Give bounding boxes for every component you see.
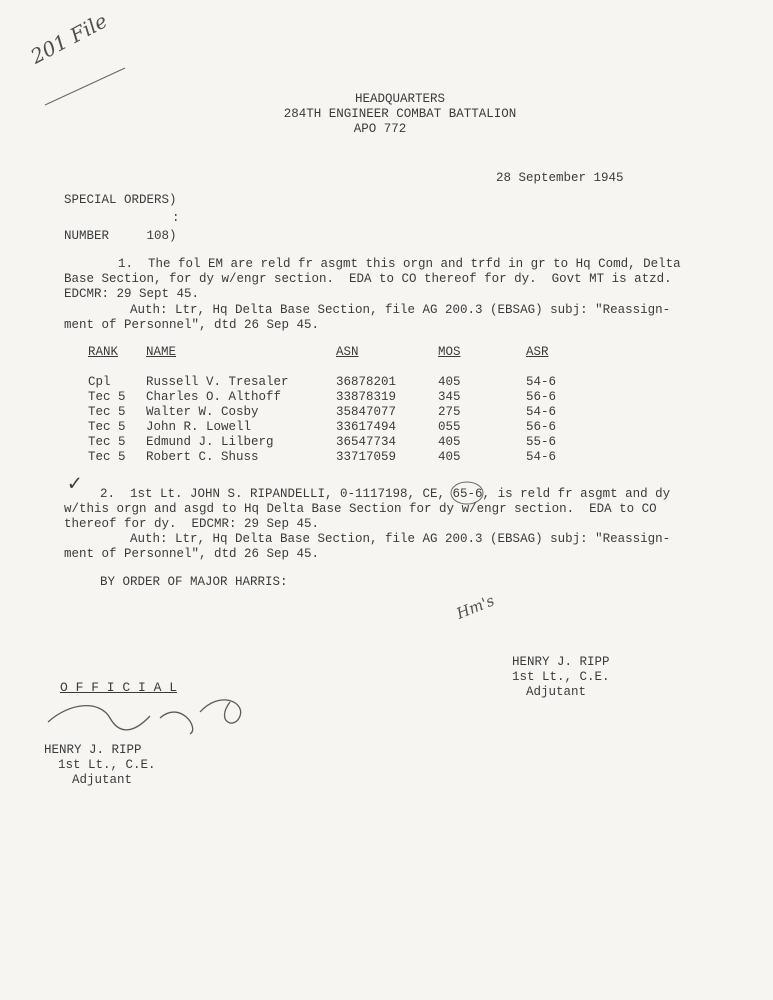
roster-cell: Tec 5 <box>88 390 126 404</box>
roster-cell: 55-6 <box>526 435 557 449</box>
roster-cell: 56-6 <box>526 390 557 404</box>
personnel-roster <box>88 345 586 465</box>
roster-cell: Edmund J. Lilberg <box>146 435 274 449</box>
roster-cell: 055 <box>438 420 461 434</box>
special-orders-number: NUMBER 108) <box>64 229 177 243</box>
roster-cell: 56-6 <box>526 420 557 434</box>
roster-cell: Russell V. Tresaler <box>146 375 289 389</box>
para1-line2: Base Section, for dy w/engr section. EDA to CO thereof for dy. Govt MT is atzd. <box>64 272 672 286</box>
roster-cell: Cpl <box>88 375 111 389</box>
roster-cell: 54-6 <box>526 375 557 389</box>
roster-header-mos: MOS <box>438 345 461 359</box>
roster-cell: 33717059 <box>336 450 397 464</box>
para2-auth-line1: Auth: Ltr, Hq Delta Base Section, file AG 200.3 (EBSAG) subj: "Reassign- <box>130 532 671 546</box>
official-title: Adjutant <box>72 773 133 787</box>
roster-cell: Tec 5 <box>88 435 126 449</box>
roster-cell: Tec 5 <box>88 450 126 464</box>
roster-row <box>88 405 586 420</box>
roster-cell: Tec 5 <box>88 405 126 419</box>
roster-header-name: NAME <box>146 345 177 359</box>
official-name: HENRY J. RIPP <box>44 743 142 757</box>
roster-cell: Tec 5 <box>88 420 126 434</box>
file-annotation-underline <box>40 60 130 110</box>
by-order-line: BY ORDER OF MAJOR HARRIS: <box>100 575 288 589</box>
roster-header-row <box>88 345 586 375</box>
signature-right-title: Adjutant <box>526 685 587 699</box>
para2-line1: 2. 1st Lt. JOHN S. RIPANDELLI, 0-1117198, CE, 65-6, is reld fr asgmt and dy <box>100 487 671 501</box>
signature-right-rank: 1st Lt., C.E. <box>512 670 610 684</box>
roster-cell: John R. Lowell <box>146 420 252 434</box>
roster-header-rank: RANK <box>88 345 119 359</box>
roster-cell: 275 <box>438 405 461 419</box>
file-annotation: 201 File <box>26 8 112 69</box>
header-line-1: HEADQUARTERS <box>354 92 445 106</box>
para1-auth-line1: Auth: Ltr, Hq Delta Base Section, file AG 200.3 (EBSAG) subj: "Reassign- <box>130 303 671 317</box>
roster-cell: 33617494 <box>336 420 397 434</box>
roster-cell: Walter W. Cosby <box>146 405 259 419</box>
roster-header-asr: ASR <box>526 345 549 359</box>
para2-auth-line2: ment of Personnel", dtd 26 Sep 45. <box>64 547 320 561</box>
handwritten-signature <box>40 682 260 746</box>
roster-row <box>88 450 586 465</box>
special-orders-colon: : <box>172 211 180 225</box>
para1-line3: EDCMR: 29 Sept 45. <box>64 287 200 301</box>
roster-cell: 36547734 <box>336 435 397 449</box>
official-label: O F F I C I A L <box>60 680 178 695</box>
handwritten-initials: Hm's <box>453 591 497 623</box>
para1-line1: 1. The fol EM are reld fr asgmt this orgn and trfd in gr to Hq Comd, Delta <box>118 257 681 271</box>
para2-line2: w/this orgn and asgd to Hq Delta Base Section for dy w/engr section. EDA to CO <box>64 502 657 516</box>
order-date: 28 September 1945 <box>496 171 624 185</box>
roster-cell: Charles O. Althoff <box>146 390 282 404</box>
signature-right-name: HENRY J. RIPP <box>512 655 610 669</box>
official-rank: 1st Lt., C.E. <box>58 758 156 772</box>
roster-header-asn: ASN <box>336 345 359 359</box>
roster-cell: 36878201 <box>336 375 397 389</box>
special-orders-label: SPECIAL ORDERS) <box>64 193 177 207</box>
roster-cell: 54-6 <box>526 450 557 464</box>
roster-row <box>88 375 586 390</box>
roster-cell: 54-6 <box>526 405 557 419</box>
roster-cell: 35847077 <box>336 405 397 419</box>
para2-line3: thereof for dy. EDCMR: 29 Sep 45. <box>64 517 320 531</box>
roster-row <box>88 420 586 435</box>
checkmark-icon: ✓ <box>68 472 82 497</box>
roster-cell: 405 <box>438 435 461 449</box>
roster-cell: 33878319 <box>336 390 397 404</box>
roster-row <box>88 435 586 450</box>
roster-cell: Robert C. Shuss <box>146 450 259 464</box>
roster-cell: 405 <box>438 450 461 464</box>
roster-cell: 345 <box>438 390 461 404</box>
header-line-2: 284TH ENGINEER COMBAT BATTALION <box>283 107 517 121</box>
header-line-3: APO 772 <box>353 122 407 136</box>
roster-cell: 405 <box>438 375 461 389</box>
roster-row <box>88 390 586 405</box>
para1-auth-line2: ment of Personnel", dtd 26 Sep 45. <box>64 318 320 332</box>
